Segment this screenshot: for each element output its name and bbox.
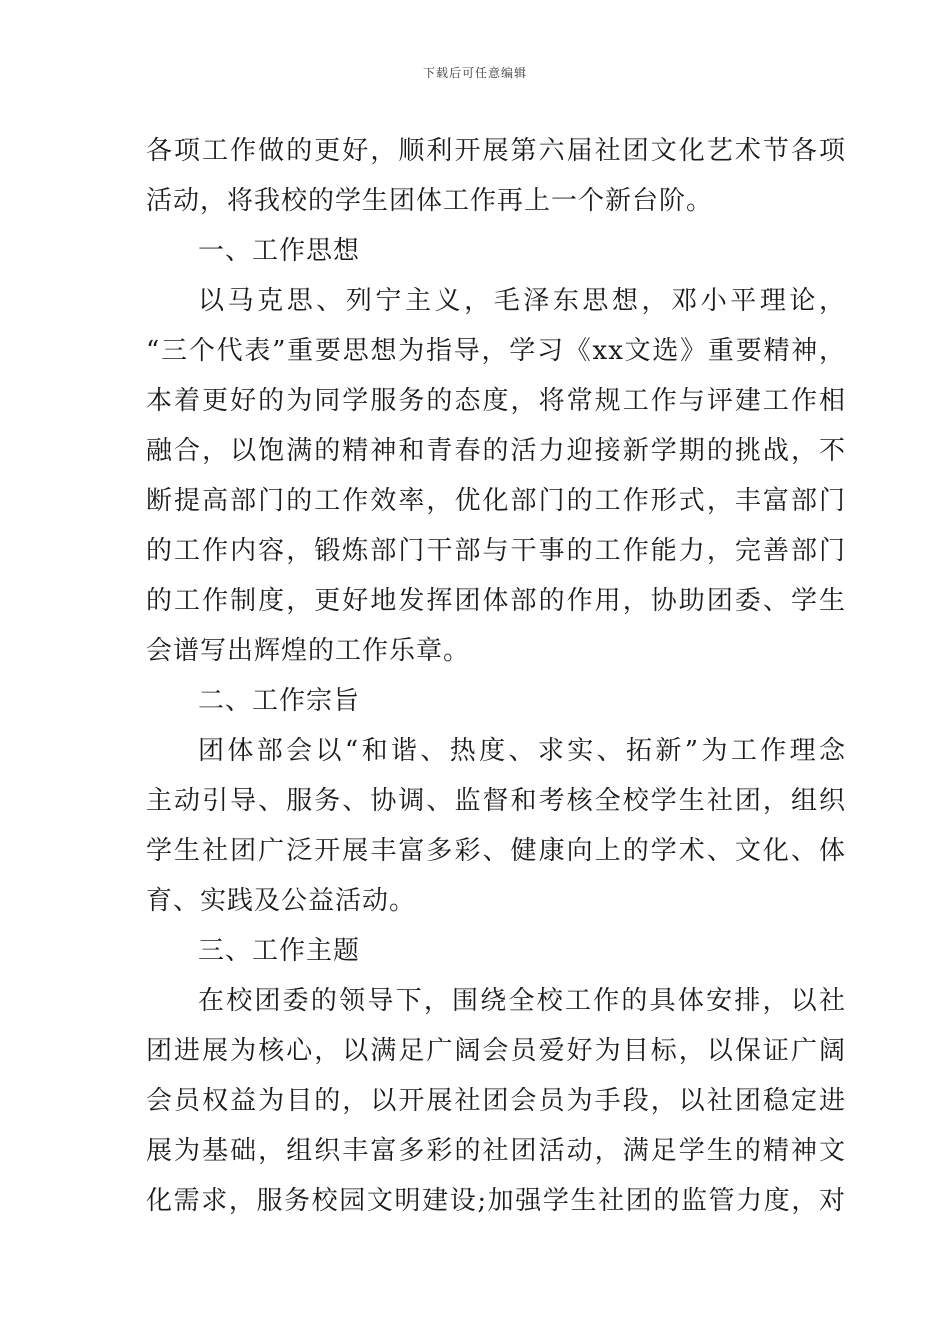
paragraph-line: 的工作制度，更好地发挥团体部的作用，协助团委、学生 <box>146 586 846 616</box>
paragraph-line: 会员权益为目的，以开展社团会员为手段，以社团稳定进 <box>146 1086 846 1116</box>
paragraph-line: 学生社团广泛开展丰富多彩、健康向上的学术、文化、体 <box>146 836 846 866</box>
paragraph-line: 活动，将我校的学生团体工作再上一个新台阶。 <box>146 186 714 216</box>
paragraph-line: 在校团委的领导下，围绕全校工作的具体安排，以社 <box>198 986 846 1016</box>
section-heading: 三、工作主题 <box>198 936 361 966</box>
header-note: 下载后可任意编辑 <box>422 66 527 80</box>
paragraph-line: 化需求，服务校园文明建设;加强学生社团的监管力度，对 <box>146 1186 846 1216</box>
paragraph-line: 展为基础，组织丰富多彩的社团活动，满足学生的精神文 <box>146 1136 846 1166</box>
document-body <box>146 126 846 1226</box>
paragraph-line: 本着更好的为同学服务的态度，将常规工作与评建工作相 <box>146 386 846 416</box>
paragraph-line: 以马克思、列宁主义，毛泽东思想，邓小平理论， <box>198 286 846 316</box>
paragraph-line: 的工作内容，锻炼部门干部与干事的工作能力，完善部门 <box>146 536 846 566</box>
paragraph-line: 团进展为核心，以满足广阔会员爱好为目标，以保证广阔 <box>146 1036 846 1066</box>
paragraph-line: 断提高部门的工作效率，优化部门的工作形式，丰富部门 <box>146 486 846 516</box>
paragraph-line: 团体部会以“和谐、热度、求实、拓新”为工作理念 <box>198 736 846 766</box>
paragraph-line: 育、实践及公益活动。 <box>146 886 417 916</box>
paragraph-line: “三个代表”重要思想为指导，学习《xx文选》重要精神， <box>146 336 846 366</box>
paragraph-line: 主动引导、服务、协调、监督和考核全校学生社团，组织 <box>146 786 846 816</box>
paragraph-line: 各项工作做的更好，顺利开展第六届社团文化艺术节各项 <box>146 136 846 166</box>
section-heading: 一、工作思想 <box>198 236 361 266</box>
section-heading: 二、工作宗旨 <box>198 686 361 716</box>
paragraph-line: 融合，以饱满的精神和青春的活力迎接新学期的挑战，不 <box>146 436 846 466</box>
paragraph-line: 会谱写出辉煌的工作乐章。 <box>146 636 471 666</box>
